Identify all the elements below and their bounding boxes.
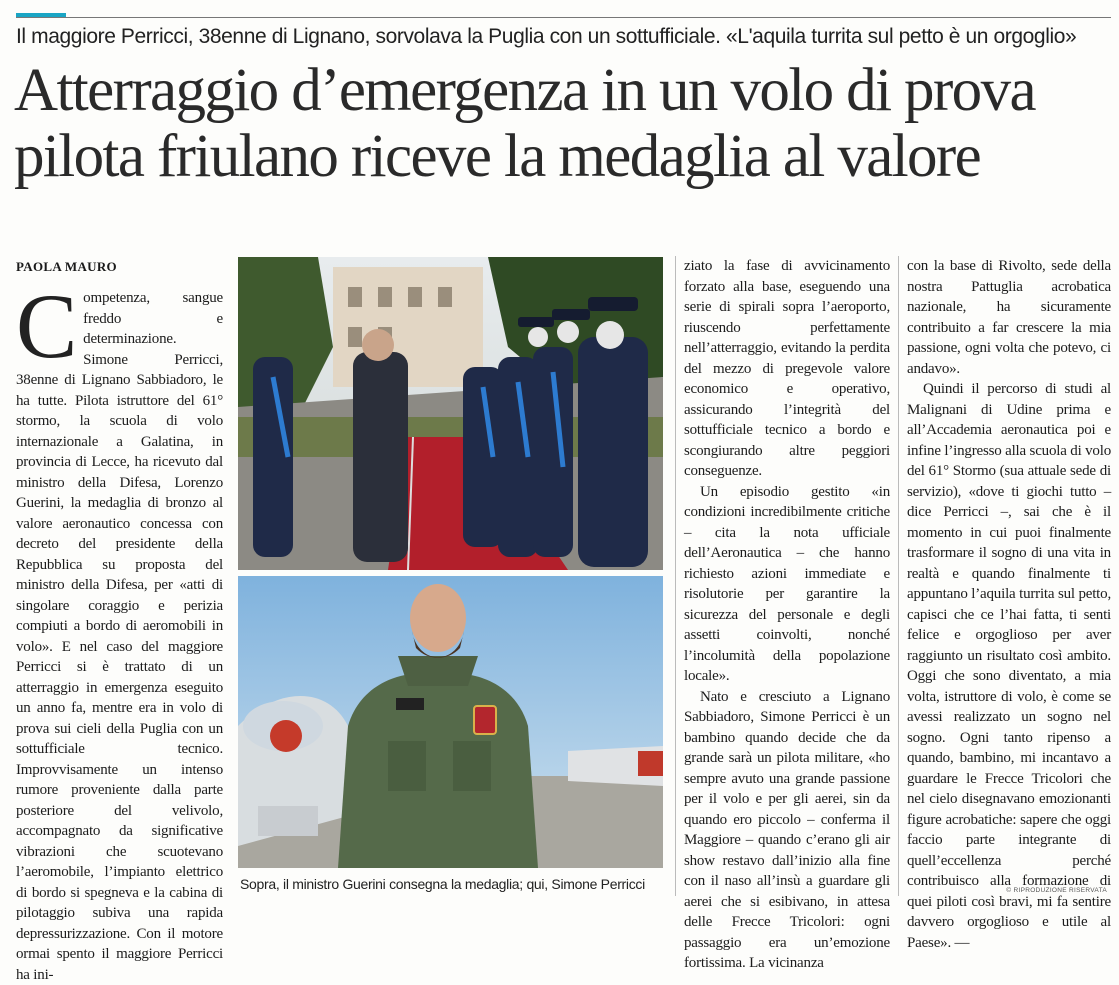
- ceremony-image: [238, 257, 663, 570]
- lead-paragraph: [16, 275, 223, 985]
- headline-line-2: pilota friulano riceve la medaglia al valore: [14, 123, 981, 190]
- photo-ceremony: [238, 257, 663, 570]
- paragraph: ziato la fase di avvicinamento forzato alla base, eseguendo una serie di spirali sopra l’aeroporto, riuscendo perfettamente nell’atterraggio, evitando la perdita del mezzo di pregevole valore economico e operativo, assicurando l’integrità del sottufficiale tecnico a bordo e scongiurando altre peggiori conseguenze.: [684, 258, 890, 479]
- paragraph: con la base di Rivolto, sede della nostra Pattuglia acrobatica nazionale, ha sicuramente contribuito a far crescere la mia passione, ogni volta che potevo, ci andavo».: [907, 258, 1111, 377]
- paragraph: Un episodio gestito «in condizioni incredibilmente critiche – cita la nota ufficiale dell’Aeronautica – che hanno richiesto azioni immediate e risolutorie per garantire la sicurezza del personale e degli assetti coinvolti, nonché l’incolumità della popolazione locale».: [684, 483, 890, 684]
- pilot-image: [238, 576, 663, 868]
- paragraph: Quindi il percorso di studi al Malignani di Udine prima e all’Accademia aeronautica poi e infine l’ingresso alla scuola di volo del 61° Stormo (sua attuale sede di servizio), «dove ti giochi tutto – dice Perricci –, sai che è il momento in cui puoi finalmente trasformare il sogno di una vita in realtà e quando finalmente ti appuntano l’aquila turrita sul petto, capisci che ce l’hai fatta, ti senti felice e orgoglioso per aver raggiunto un risultato così ambito. Oggi che sono diventato, a mia volta, istruttore di volo, è come se avessi realizzato un sogno nel sogno. Ogni tanto ripenso a quando, bambino, mi incantavo a guardare le Frecce Tricolori che nel cielo disegnavano emozionanti figure acrobatiche: sapere che oggi faccio parte integrante di quell’eccellenza perché contribuisco alla formazione di quei piloti così bravi, mi fa sentire davvero orgoglioso e utile al Paese». —: [907, 381, 1111, 951]
- column-divider: [675, 256, 676, 896]
- kicker: Il maggiore Perricci, 38enne di Lignano, sorvolava la Puglia con un sottufficiale. «L'aquila turrita sul petto è un orgoglio»: [16, 25, 1077, 48]
- article-column-3: [907, 256, 1111, 953]
- photo-caption: Sopra, il ministro Guerini consegna la medaglia; qui, Simone Perricci: [240, 876, 645, 892]
- paragraph: Nato e cresciuto a Lignano Sabbiadoro, Simone Perricci è un bambino quando decide che da grande sarà un pilota militare, «ho sempre avuto una grande passione per il volo e per gli aerei, sin da quando ero piccolo – conferma il Maggiore – quando c’erano gli air show restavo dall’inizio alla fine con il naso all’insù a guardare gli aerei che si esibivano, in attesa delle Frecce Tricolori: ogni passaggio era un’emozione fortissima. La vicinanza: [684, 688, 890, 971]
- drop-cap: C: [16, 275, 78, 377]
- photo-pilot: [238, 576, 663, 868]
- headline: [14, 58, 1114, 190]
- lead-text: ompetenza, sangue freddo e determinazione. Simone Perricci, 38enne di Lignano Sabbiadoro, le ha tutte. Pilota istruttore del 61° stormo, la scuola di volo internazionale a Galatina, in provincia di Lecce, ha ricevuto dal ministro della Difesa, Lorenzo Guerini, la medaglia di bronzo al valore aeronautico concessa con decreto del presidente della Repubblica su proposta del ministro della Difesa, per «atti di singolare coraggio e perizia compiuti a bordo di aeromobili in volo». E nel caso del maggiore Perricci si è trattato di un atterraggio in emergenza eseguito un anno fa, mentre era in volo di prova sui cieli della Puglia con un sottufficiale tecnico. Improvvisamente un intenso rumore proveniente dalla parte posteriore del velivolo, accompagnato da significative vibrazioni che scuotevano l’aeromobile, l’impianto elettrico di bordo si spegneva e la cabina di pilotaggio subiva una rapida depressurizzazione. Con il motore ormai spento il maggiore Perricci ha ini-: [16, 290, 223, 983]
- top-rule: [16, 17, 1111, 18]
- byline: PAOLA MAURO: [16, 259, 117, 274]
- headline-line-1: Atterraggio d’emergenza in un volo di prova: [14, 57, 1035, 124]
- column-divider: [898, 256, 899, 896]
- article-column-1: [16, 275, 223, 985]
- article-column-2: [684, 256, 890, 974]
- copyright-notice: © RIPRODUZIONE RISERVATA: [1006, 887, 1107, 894]
